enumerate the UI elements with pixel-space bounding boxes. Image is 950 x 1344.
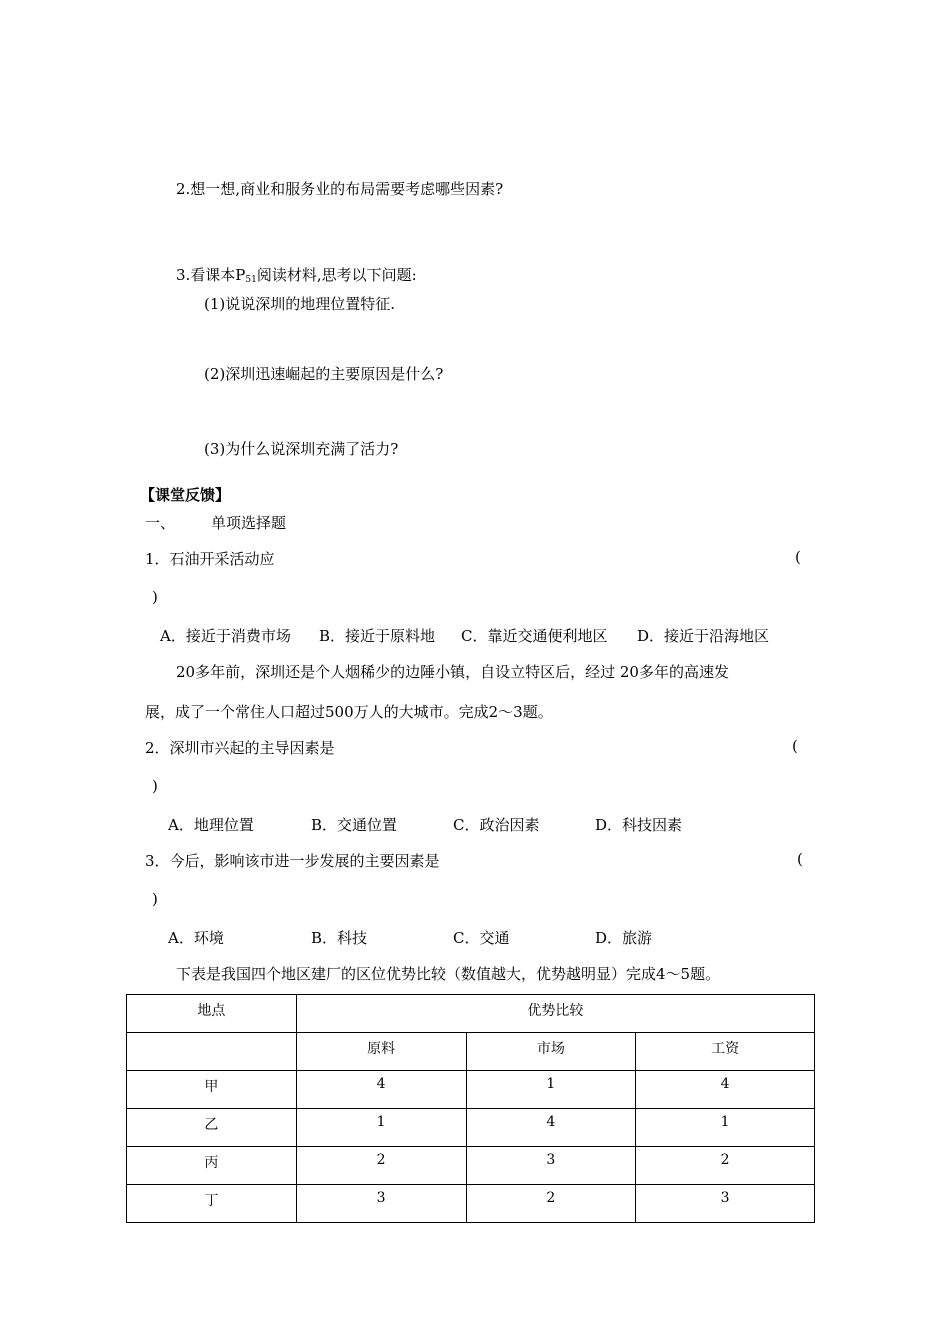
mc3-stem: 3．今后，影响该市进一步发展的主要因素是 <box>145 852 440 870</box>
mc3-paren-close: ) <box>152 890 158 908</box>
mc2-option-a: A．地理位置 <box>168 816 254 834</box>
subheader-market: 市场 <box>466 1033 636 1071</box>
row-value: 4 <box>296 1071 466 1109</box>
section-heading: 【课堂反馈】 <box>140 486 231 504</box>
row-value: 4 <box>636 1071 815 1109</box>
question-2: 2.想一想,商业和服务业的布局需要考虑哪些因素? <box>176 180 504 198</box>
mc3-paren-open: ( <box>797 850 803 868</box>
header-place: 地点 <box>127 995 297 1033</box>
mc3-option-d: D．旅游 <box>595 929 653 947</box>
question-3-suffix: 阅读材料,思考以下问题: <box>256 266 417 284</box>
location-advantage-table <box>126 994 815 1223</box>
row-place: 丙 <box>127 1147 297 1185</box>
row-value: 2 <box>466 1185 636 1223</box>
mc1-option-c: C．靠近交通便利地区 <box>461 627 608 645</box>
mc1-stem: 1．石油开采活动应 <box>145 550 275 568</box>
row-value: 3 <box>296 1185 466 1223</box>
table-row <box>127 1109 815 1147</box>
question-3-2: (2)深圳迅速崛起的主要原因是什么? <box>204 365 444 383</box>
row-value: 1 <box>636 1109 815 1147</box>
table-row <box>127 1147 815 1185</box>
row-place: 甲 <box>127 1071 297 1109</box>
row-value: 1 <box>296 1109 466 1147</box>
table-header-row <box>127 995 815 1033</box>
mc3-option-b: B．科技 <box>311 929 368 947</box>
mc2-option-b: B．交通位置 <box>311 816 398 834</box>
mc1-option-d: D．接近于沿海地区 <box>637 627 770 645</box>
mc1-option-a: A．接近于消费市场 <box>160 627 291 645</box>
mc2-stem: 2．深圳市兴起的主导因素是 <box>145 739 335 757</box>
mc1-option-b: B．接近于原料地 <box>319 627 436 645</box>
row-value: 2 <box>296 1147 466 1185</box>
mc2-paren-close: ) <box>152 777 158 795</box>
page-number-subscript: 51 <box>245 275 257 285</box>
row-value: 2 <box>636 1147 815 1185</box>
row-value: 3 <box>636 1185 815 1223</box>
question-3-prefix: 3.看课本P <box>176 266 246 284</box>
row-value: 3 <box>466 1147 636 1185</box>
mc1-paren-close: ) <box>152 588 158 606</box>
mc3-option-c: C．交通 <box>453 929 510 947</box>
question-3 <box>176 264 417 285</box>
mc2-option-d: D．科技因素 <box>595 816 683 834</box>
section-number: 一、 <box>145 514 176 532</box>
mc2-option-c: C．政治因素 <box>453 816 540 834</box>
question-3-1: (1)说说深圳的地理位置特征. <box>204 295 396 313</box>
section-title: 单项选择题 <box>211 514 287 532</box>
row-value: 4 <box>466 1109 636 1147</box>
mc2-paren-open: ( <box>792 737 798 755</box>
row-place: 丁 <box>127 1185 297 1223</box>
mc3-option-a: A．环境 <box>168 929 224 947</box>
table-row <box>127 1071 815 1109</box>
table-row <box>127 1185 815 1223</box>
subheader-wages: 工资 <box>636 1033 815 1071</box>
passage-line-2: 展，成了一个常住人口超过500万人的大城市。完成2～3题。 <box>145 703 553 721</box>
passage-line-1: 20多年前，深圳还是个人烟稀少的边陲小镇，自设立特区后，经过 20多年的高速发 <box>176 663 729 681</box>
table-subheader-row <box>127 1033 815 1071</box>
header-advantage-compare: 优势比较 <box>296 995 814 1033</box>
subheader-empty <box>127 1033 297 1071</box>
row-value: 1 <box>466 1071 636 1109</box>
row-place: 乙 <box>127 1109 297 1147</box>
question-3-3: (3)为什么说深圳充满了活力? <box>204 440 399 458</box>
mc1-paren-open: ( <box>795 548 801 566</box>
subheader-raw-material: 原料 <box>296 1033 466 1071</box>
table-intro: 下表是我国四个地区建厂的区位优势比较（数值越大，优势越明显）完成4～5题。 <box>176 965 721 983</box>
